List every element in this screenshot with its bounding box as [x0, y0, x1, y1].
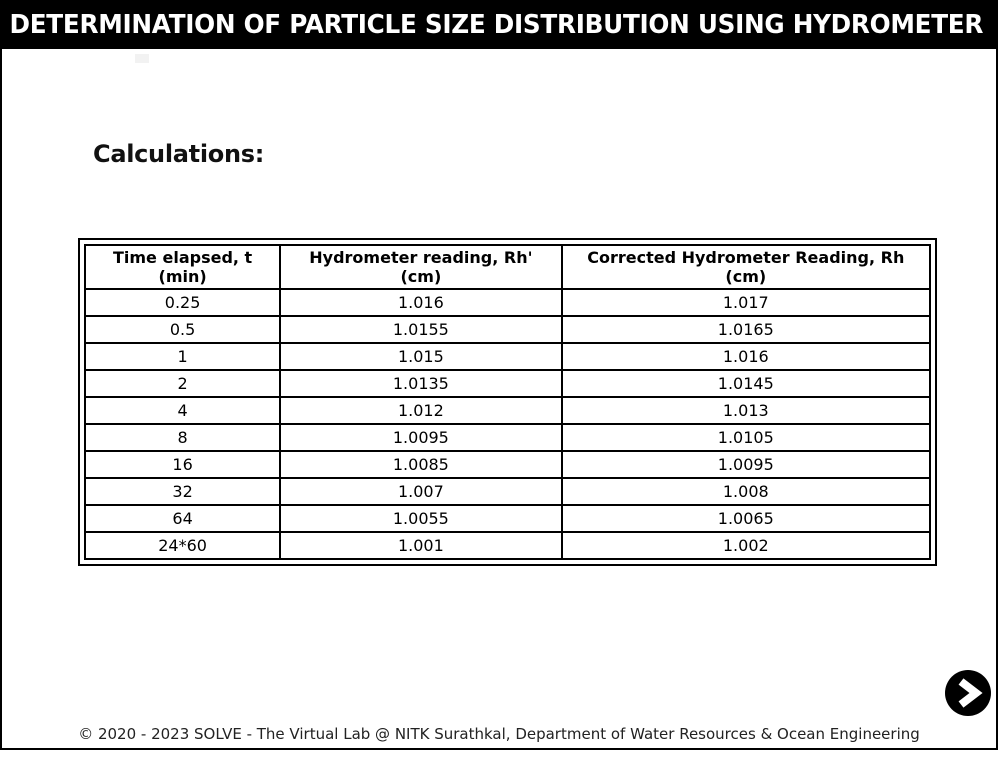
footer-copyright: © 2020 - 2023 SOLVE - The Virtual Lab @ NITK Surathkal, Department of Water Resources & Ocean Engineering — [78, 725, 920, 743]
table-cell: 1.0055 — [280, 505, 561, 532]
table-row — [85, 343, 930, 370]
table-cell: 1.0085 — [280, 451, 561, 478]
column-header-line1: Corrected Hydrometer Reading, Rh — [587, 248, 905, 267]
table-row — [85, 289, 930, 316]
table-cell: 1 — [85, 343, 280, 370]
calc-table-body — [85, 289, 930, 559]
table-cell: 0.5 — [85, 316, 280, 343]
chevron-right-icon — [945, 670, 991, 716]
table-row — [85, 478, 930, 505]
column-header-corrected-reading — [562, 245, 930, 289]
table-cell: 1.007 — [280, 478, 561, 505]
table-cell: 1.016 — [280, 289, 561, 316]
table-cell: 1.017 — [562, 289, 930, 316]
calculations-table — [78, 238, 937, 566]
table-cell: 1.0165 — [562, 316, 930, 343]
table-cell: 1.012 — [280, 397, 561, 424]
table-row — [85, 532, 930, 559]
table-cell: 1.008 — [562, 478, 930, 505]
column-header-line2: (cm) — [725, 267, 767, 286]
table-row — [85, 370, 930, 397]
table-cell: 1.016 — [562, 343, 930, 370]
table-row — [85, 397, 930, 424]
column-header-time-elapsed — [85, 245, 280, 289]
table-cell: 8 — [85, 424, 280, 451]
hydrometer-readings-table — [84, 244, 931, 560]
column-header-line2: (cm) — [400, 267, 442, 286]
column-header-hydrometer-reading — [280, 245, 561, 289]
table-cell: 1.0065 — [562, 505, 930, 532]
table-cell: 1.0145 — [562, 370, 930, 397]
table-header-row — [85, 245, 930, 289]
table-cell: 0.25 — [85, 289, 280, 316]
table-cell: 1.001 — [280, 532, 561, 559]
smudge-artifact — [135, 54, 149, 63]
table-cell: 4 — [85, 397, 280, 424]
table-cell: 32 — [85, 478, 280, 505]
table-cell: 1.015 — [280, 343, 561, 370]
table-row — [85, 505, 930, 532]
column-header-line2: (min) — [158, 267, 207, 286]
column-header-line1: Time elapsed, t — [112, 248, 253, 267]
column-header-line1: Hydrometer reading, Rh' — [309, 248, 533, 267]
title-bar — [0, 0, 998, 49]
table-row — [85, 316, 930, 343]
table-cell: 1.0095 — [280, 424, 561, 451]
table-cell: 24*60 — [85, 532, 280, 559]
table-cell: 1.0135 — [280, 370, 561, 397]
table-cell: 1.013 — [562, 397, 930, 424]
table-row — [85, 424, 930, 451]
table-cell: 64 — [85, 505, 280, 532]
section-heading: Calculations: — [93, 140, 265, 168]
table-cell: 16 — [85, 451, 280, 478]
next-button[interactable] — [945, 670, 991, 716]
page-title: DETERMINATION OF PARTICLE SIZE DISTRIBUTION USING HYDROMETER — [9, 9, 984, 40]
table-cell: 1.0105 — [562, 424, 930, 451]
table-cell: 1.0155 — [280, 316, 561, 343]
table-row — [85, 451, 930, 478]
table-cell: 2 — [85, 370, 280, 397]
table-cell: 1.002 — [562, 532, 930, 559]
table-cell: 1.0095 — [562, 451, 930, 478]
